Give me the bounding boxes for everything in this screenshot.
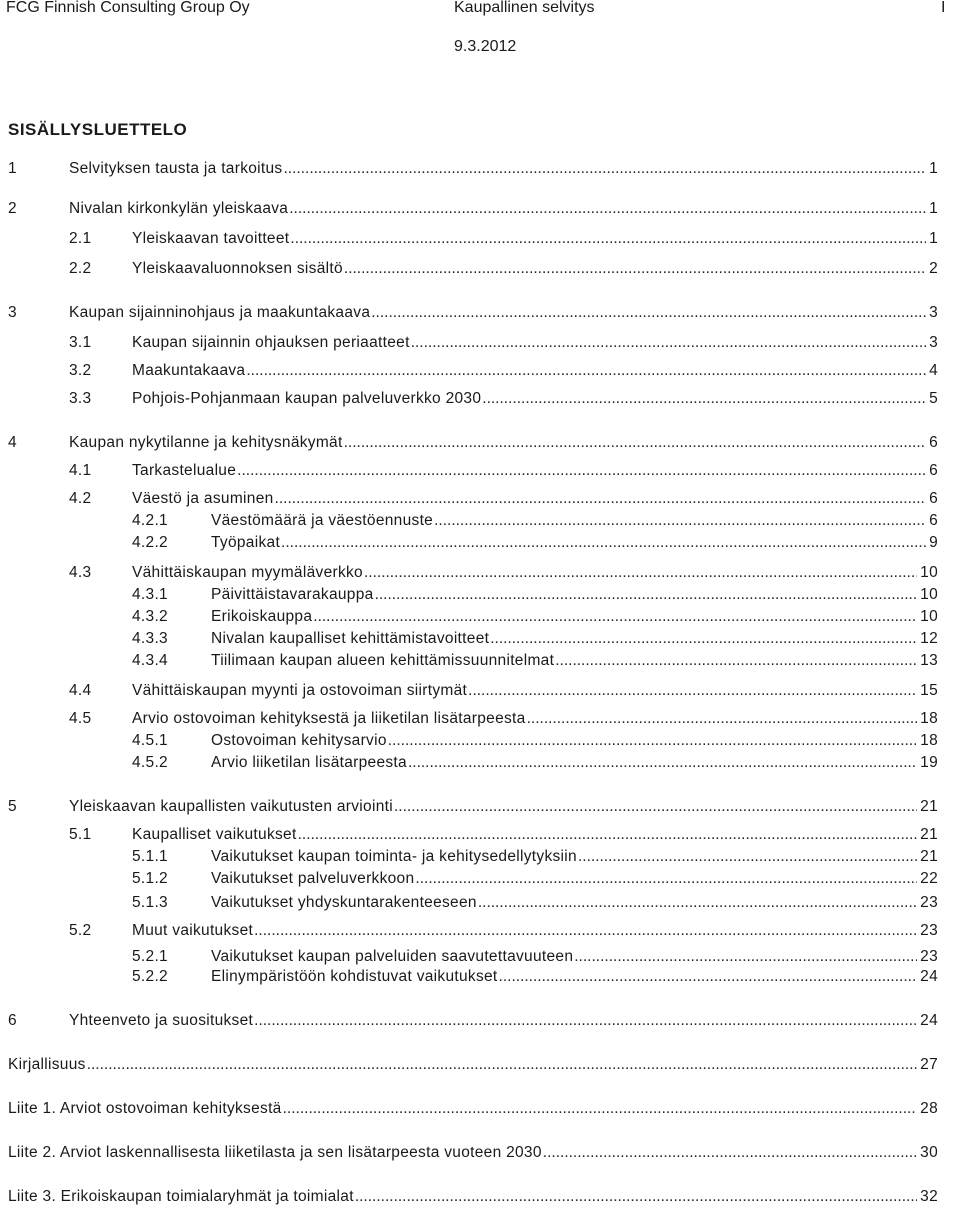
toc-entry-title: Yleiskaavan kaupallisten vaikutusten arviointi [69,798,393,815]
toc-entry-title: Erikoiskauppa [211,608,313,625]
toc-entry-title: Päivittäistavarakauppa [211,586,374,603]
toc-entry[interactable] [0,1188,960,1210]
toc-entry-title: Liite 1. Arviot ostovoiman kehityksestä [8,1100,282,1117]
toc-entry-title: Tarkastelualue [132,462,237,479]
toc-entry-title: Vaikutukset kaupan palveluiden saavutettavuuteen [211,948,574,965]
toc-entry-title: Yhteenveto ja suositukset [69,1012,254,1029]
toc-dot-leader [275,490,927,508]
toc-heading: SISÄLLYSLUETTELO [8,120,188,139]
toc-entry-line [69,1012,938,1030]
toc-entry[interactable] [0,652,960,674]
toc-entry-title: Vaikutukset kaupan toiminta- ja kehitysedellytyksiin [211,848,577,865]
toc-entry-line [211,534,938,552]
toc-entry-line [132,390,938,408]
toc-entry-line [132,334,938,352]
toc-dot-leader [375,586,918,604]
toc-entry-line [8,1056,938,1074]
toc-entry[interactable] [0,630,960,652]
toc-entry-title: Arvio ostovoiman kehityksestä ja liiketilan lisätarpeesta [132,710,526,727]
toc-entry-page: 18 [920,710,938,727]
toc-entry-line [211,732,938,750]
toc-entry-page: 24 [920,1012,938,1029]
toc-dot-leader [254,1012,917,1030]
toc-entry-page: 18 [920,732,938,749]
toc-entry-number: 5 [8,798,17,815]
toc-entry-number: 5.1.2 [132,870,168,887]
toc-entry-title: Vaikutukset palveluverkkoon [211,870,415,887]
toc-entry[interactable] [0,798,960,820]
toc-entry[interactable] [0,390,960,412]
toc-dot-leader [482,390,926,408]
toc-entry-line [8,1144,938,1162]
toc-entry-page: 23 [920,894,938,911]
toc-entry[interactable] [0,848,960,870]
toc-entry-title: Pohjois-Pohjanmaan kaupan palveluverkko 2030 [132,390,482,407]
toc-entry-page: 27 [920,1056,938,1073]
toc-dot-leader [434,512,926,530]
toc-entry-number: 4.2.1 [132,512,168,529]
toc-entry-title: Kaupan sijainninohjaus ja maakuntakaava [69,304,371,321]
toc-entry-page: 22 [920,870,938,887]
toc-entry[interactable] [0,922,960,944]
toc-entry[interactable] [0,1100,960,1122]
toc-dot-leader [246,362,926,380]
page-header [0,0,960,20]
toc-entry-number: 4.1 [69,462,92,479]
toc-dot-leader [313,608,917,626]
toc-entry-page: 3 [929,334,938,351]
toc-dot-leader [499,968,918,986]
toc-entry-line [211,754,938,772]
toc-dot-leader [555,652,917,670]
toc-entry-line [132,710,938,728]
toc-entry-page: 6 [929,462,938,479]
toc-entry-number: 3.3 [69,390,92,407]
toc-entry[interactable] [0,534,960,556]
toc-entry-line [211,652,938,670]
toc-entry-title: Tiilimaan kaupan alueen kehittämissuunnitelmat [211,652,555,669]
toc-dot-leader [371,304,926,322]
toc-entry-title: Yleiskaavaluonnoksen sisältö [132,260,343,277]
toc-entry-number: 4.5 [69,710,92,727]
toc-entry-page: 1 [929,200,938,217]
toc-entry-title: Muut vaikutukset [132,922,254,939]
toc-entry-number: 3.1 [69,334,92,351]
toc-entry-page: 5 [929,390,938,407]
header-date: 9.3.2012 [454,38,517,55]
toc-entry-title: Kaupalliset vaikutukset [132,826,297,843]
toc-entry-line [69,798,938,816]
toc-entry-page: 13 [920,652,938,669]
toc-entry[interactable] [0,230,960,252]
header-company: FCG Finnish Consulting Group Oy [6,0,250,16]
toc-entry-number: 5.1.3 [132,894,168,911]
toc-entry-page: 9 [929,534,938,551]
toc-entry-title: Kaupan sijainnin ohjauksen periaatteet [132,334,410,351]
toc-entry-line [132,490,938,508]
toc-dot-leader [355,1188,917,1206]
toc-entry-line [132,230,938,248]
toc-entry-line [211,870,938,888]
toc-entry[interactable] [0,754,960,776]
toc-entry-number: 2.1 [69,230,92,247]
toc-entry[interactable] [0,304,960,326]
toc-entry-page: 12 [920,630,938,647]
toc-entry[interactable] [0,564,960,586]
toc-entry-page: 10 [920,564,938,581]
toc-entry-line [8,1188,938,1206]
toc-entry-page: 1 [929,160,938,177]
toc-entry[interactable] [0,200,960,222]
toc-entry-number: 4.2 [69,490,92,507]
toc-entry-line [8,1100,938,1118]
toc-entry-page: 21 [920,848,938,865]
toc-dot-leader [298,826,918,844]
toc-entry[interactable] [0,826,960,848]
toc-entry-number: 5.2.2 [132,968,168,985]
toc-entry[interactable] [0,968,960,990]
toc-entry-page: 21 [920,798,938,815]
toc-entry-title: Nivalan kaupalliset kehittämistavoitteet [211,630,490,647]
toc-entry-page: 32 [920,1188,938,1205]
toc-dot-leader [364,564,917,582]
toc-entry-page: 23 [920,922,938,939]
toc-entry-page: 10 [920,608,938,625]
toc-entry-page: 4 [929,362,938,379]
toc-entry-number: 3.2 [69,362,92,379]
toc-dot-leader [527,710,918,728]
toc-entry[interactable] [0,608,960,630]
toc-entry-line [211,630,938,648]
toc-dot-leader [290,230,926,248]
toc-entry-page: 6 [929,490,938,507]
toc-dot-leader [468,682,917,700]
toc-entry[interactable] [0,682,960,704]
toc-entry-page: 28 [920,1100,938,1117]
toc-entry-line [69,160,938,178]
toc-entry-number: 4.3.3 [132,630,168,647]
toc-entry-number: 2 [8,200,17,217]
toc-entry-title: Vähittäiskaupan myymäläverkko [132,564,363,581]
toc-dot-leader [283,1100,918,1118]
toc-entry-page: 1 [929,230,938,247]
toc-entry-page: 6 [929,512,938,529]
toc-entry-page: 23 [920,948,938,965]
toc-entry-line [132,826,938,844]
toc-entry[interactable] [0,1012,960,1034]
toc-entry[interactable] [0,1144,960,1166]
toc-entry-title: Maakuntakaava [132,362,246,379]
toc-entry-number: 5.2 [69,922,92,939]
toc-entry-line [211,512,938,530]
toc-dot-leader [344,260,926,278]
toc-entry-page: 6 [929,434,938,451]
toc-entry-number: 4.5.1 [132,732,168,749]
toc-dot-leader [578,848,917,866]
toc-entry[interactable] [0,948,960,970]
toc-entry-number: 5.1 [69,826,92,843]
toc-entry[interactable] [0,1056,960,1078]
toc-entry-page: 15 [920,682,938,699]
toc-entry-page: 30 [920,1144,938,1161]
toc-entry-number: 6 [8,1012,17,1029]
toc-entry-line [132,462,938,480]
toc-entry-title: Kaupan nykytilanne ja kehitysnäkymät [69,434,343,451]
toc-entry-title: Liite 3. Erikoiskaupan toimialaryhmät ja toimialat [8,1188,354,1205]
toc-entry-line [132,362,938,380]
toc-entry-title: Työpaikat [211,534,281,551]
toc-entry-number: 4.3.4 [132,652,168,669]
toc-dot-leader [408,754,917,772]
toc-entry-line [69,304,938,322]
toc-dot-leader [87,1056,917,1074]
toc-entry[interactable] [0,160,960,182]
toc-entry-page: 19 [920,754,938,771]
toc-entry-number: 4.3.2 [132,608,168,625]
toc-entry-number: 5.2.1 [132,948,168,965]
toc-dot-leader [237,462,926,480]
toc-entry-line [69,200,938,218]
toc-entry-title: Nivalan kirkonkylän yleiskaava [69,200,289,217]
toc-dot-leader [344,434,926,452]
toc-entry-title: Selvityksen tausta ja tarkoitus [69,160,283,177]
toc-entry[interactable] [0,870,960,892]
toc-entry-line [132,260,938,278]
toc-entry-line [211,894,938,912]
toc-entry[interactable] [0,362,960,384]
toc-entry-number: 4.2.2 [132,534,168,551]
toc-entry[interactable] [0,334,960,356]
toc-dot-leader [543,1144,917,1162]
toc-entry-title: Liite 2. Arviot laskennallisesta liiketilasta ja sen lisätarpeesta vuoteen 2030 [8,1144,542,1161]
toc-entry-title: Elinympäristöön kohdistuvat vaikutukset [211,968,498,985]
toc-entry-line [132,922,938,940]
toc-entry-number: 4 [8,434,17,451]
toc-entry-title: Väestö ja asuminen [132,490,274,507]
toc-entry[interactable] [0,462,960,484]
toc-dot-leader [254,922,917,940]
toc-entry-page: 3 [929,304,938,321]
toc-entry[interactable] [0,894,960,916]
toc-entry-title: Vaikutukset yhdyskuntarakenteeseen [211,894,477,911]
toc-dot-leader [289,200,926,218]
toc-entry-page: 2 [929,260,938,277]
toc-dot-leader [388,732,917,750]
toc-entry[interactable] [0,512,960,534]
toc-entry-page: 10 [920,586,938,603]
toc-dot-leader [411,334,926,352]
toc-entry-title: Yleiskaavan tavoitteet [132,230,290,247]
toc-entry-title: Kirjallisuus [8,1056,86,1073]
toc-dot-leader [574,948,917,966]
toc-entry-line [211,948,938,966]
header-page-number: I [941,0,946,16]
toc-entry-line [211,848,938,866]
toc-dot-leader [478,894,917,912]
toc-dot-leader [490,630,917,648]
toc-entry-line [211,608,938,626]
toc-entry-line [211,968,938,986]
toc-entry-number: 1 [8,160,17,177]
toc-dot-leader [415,870,917,888]
toc-entry[interactable] [0,732,960,754]
toc-dot-leader [394,798,917,816]
toc-dot-leader [283,160,926,178]
toc-entry-line [132,682,938,700]
toc-entry-number: 4.4 [69,682,92,699]
toc-entry-number: 5.1.1 [132,848,168,865]
toc-entry-title: Väestömäärä ja väestöennuste [211,512,434,529]
toc-entry[interactable] [0,710,960,732]
header-title: Kaupallinen selvitys [454,0,595,16]
toc-entry-line [132,564,938,582]
toc-entry-line [211,586,938,604]
toc-entry-line [69,434,938,452]
toc-entry-page: 21 [920,826,938,843]
toc-entry[interactable] [0,260,960,282]
toc-entry-number: 4.3.1 [132,586,168,603]
toc-entry-number: 4.5.2 [132,754,168,771]
toc-entry-title: Ostovoiman kehitysarvio [211,732,387,749]
toc-entry-title: Arvio liiketilan lisätarpeesta [211,754,407,771]
toc-entry-number: 2.2 [69,260,92,277]
toc-entry-number: 3 [8,304,17,321]
toc-entry-page: 24 [920,968,938,985]
toc-dot-leader [281,534,926,552]
toc-entry[interactable] [0,434,960,456]
toc-entry-title: Vähittäiskaupan myynti ja ostovoiman siirtymät [132,682,468,699]
toc-entry-number: 4.3 [69,564,92,581]
toc-entry[interactable] [0,586,960,608]
toc-entry[interactable] [0,490,960,512]
